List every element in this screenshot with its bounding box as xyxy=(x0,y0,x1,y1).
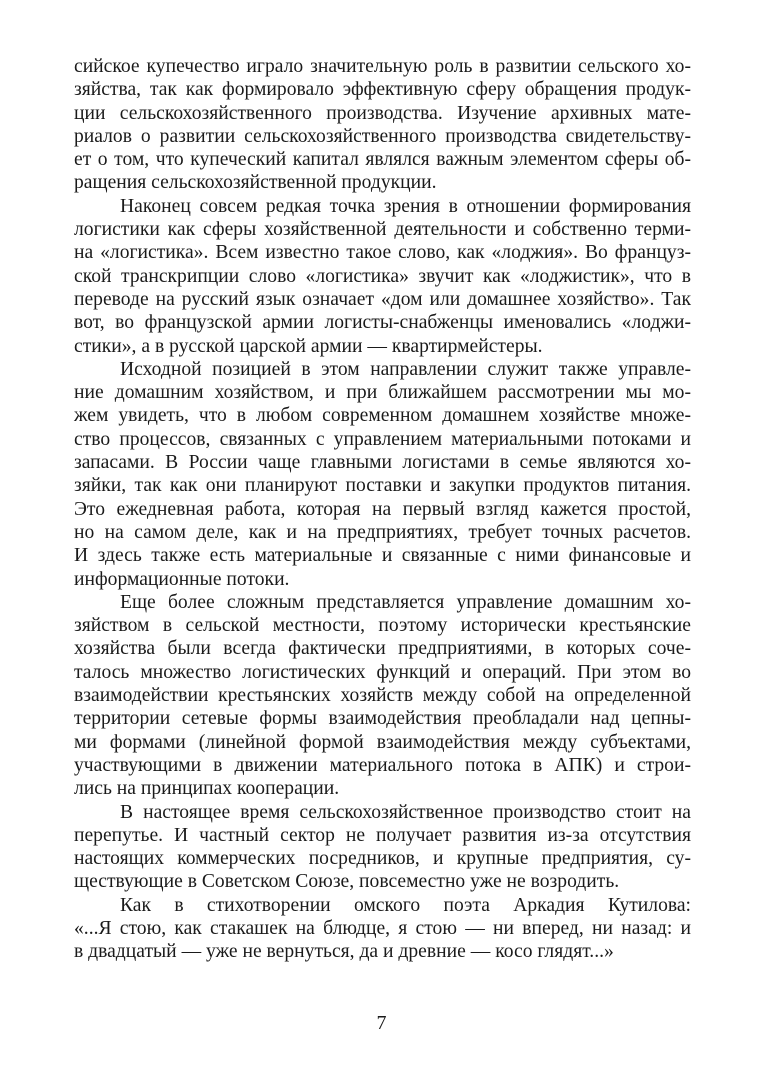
text-line: на «логистика». Всем известно такое слово, как «лоджия». Во француз- xyxy=(74,242,691,264)
paragraph-5 xyxy=(74,801,691,894)
text-line: Еще более сложным представляется управление домашним хо- xyxy=(120,591,691,613)
text-line: И здесь также есть материальные и связанные с ними финансовые и xyxy=(74,545,691,567)
text-line: вот, во французской армии логисты-снабженцы именовались «лоджи- xyxy=(74,312,691,334)
text-line: хозяйства были всегда фактически предприятиями, в которых соче- xyxy=(74,638,691,660)
text-line: В настоящее время сельскохозяйственное производство стоит на xyxy=(120,801,691,823)
text-line: переводе на русский язык означает «дом или домашнее хозяйство». Так xyxy=(74,288,691,310)
text-line: логистики как сферы хозяйственной деятельности и собственно терми- xyxy=(74,219,691,241)
text-line: в двадцатый — уже не вернуться, да и древние — косо глядят...» xyxy=(74,941,614,963)
text-line: перепутье. И частный сектор не получает развития из-за отсутствия xyxy=(74,824,691,846)
text-line: зяйством в сельской местности, поэтому исторически крестьянские xyxy=(74,615,691,637)
text-line: Это ежедневная работа, которая на первый взгляд кажется простой, xyxy=(74,498,691,520)
text-line: взаимодействии крестьянских хозяйств между собой на определенной xyxy=(74,685,691,707)
page-number: 7 xyxy=(376,1012,387,1034)
text-line: ство процессов, связанных с управлением материальными потоками и xyxy=(74,428,691,450)
text-line: территории сетевые формы взаимодействия преобладали над цепны- xyxy=(74,708,691,730)
text-line: участвующими в движении материального потока в АПК) и строи- xyxy=(74,754,691,776)
paragraph-3 xyxy=(74,358,691,591)
text-line: лись на принципах кооперации. xyxy=(74,778,340,800)
text-line: риалов о развитии сельскохозяйственного производства свидетельству- xyxy=(74,125,691,147)
body-text xyxy=(74,55,691,964)
text-line: талось множество логистических функций и операций. При этом во xyxy=(74,661,691,683)
text-line: ской транскрипции слово «логистика» звучит как «лоджистик», что в xyxy=(74,265,691,287)
text-line: Исходной позицией в этом направлении служит также управле- xyxy=(120,358,691,380)
text-line: Как в стихотворении омского поэта Аркадия Кутилова: xyxy=(120,894,691,916)
paragraph-6 xyxy=(74,894,691,964)
paragraph-1 xyxy=(74,55,691,195)
text-line: сийское купечество играло значительную роль в развитии сельского хо- xyxy=(74,56,691,77)
text-line: стики», а в русской царской армии — квартирмейстеры. xyxy=(74,335,543,357)
text-line: запасами. В России чаще главными логистами в семье являются хо- xyxy=(74,452,691,474)
text-line: Наконец совсем редкая точка зрения в отношении формирования xyxy=(120,195,691,217)
text-line: информационные потоки. xyxy=(74,568,290,590)
text-line: ращения сельскохозяйственной продукции. xyxy=(74,172,437,194)
paragraph-2 xyxy=(74,195,691,358)
paragraph-4 xyxy=(74,591,691,801)
text-line: зяйки, так как они планируют поставки и закупки продуктов питания. xyxy=(74,475,691,497)
text-line: ществующие в Советском Союзе, повсеместно уже не возродить. xyxy=(74,871,620,893)
text-line: но на самом деле, как и на предприятиях, требует точных расчетов. xyxy=(74,521,691,543)
text-line: «...Я стою, как стакашек на блюдце, я стою — ни вперед, ни назад: и xyxy=(74,917,691,939)
text-line: ет о том, что купеческий капитал являлся важным элементом сферы об- xyxy=(74,149,691,171)
text-line: ние домашним хозяйством, и при ближайшем рассмотрении мы мо- xyxy=(74,382,691,404)
text-line: жем увидеть, что в любом современном домашнем хозяйстве множе- xyxy=(74,405,691,427)
text-line: настоящих коммерческих посредников, и крупные предприятия, су- xyxy=(74,848,691,870)
text-line: зяйства, так как формировало эффективную сферу обращения продук- xyxy=(74,79,691,101)
text-line: ции сельскохозяйственного производства. Изучение архивных мате- xyxy=(74,102,691,124)
text-line: ми формами (линейной формой взаимодействия между субъектами, xyxy=(74,731,691,753)
